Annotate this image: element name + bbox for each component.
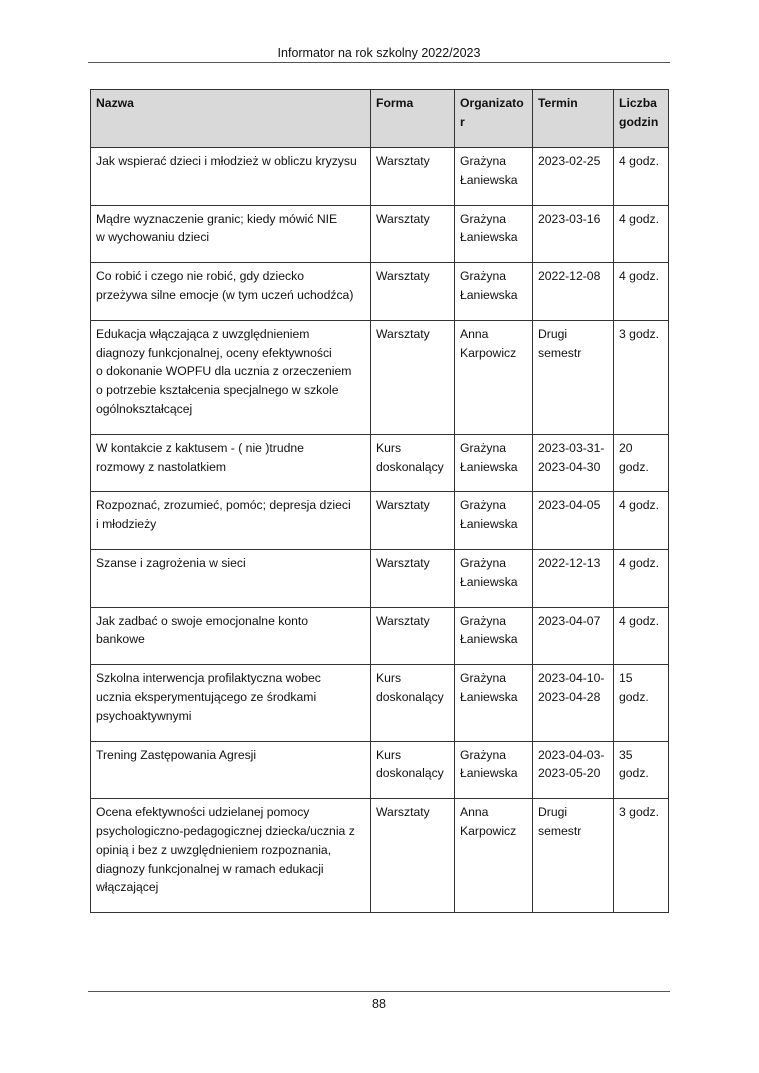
column-header-termin: Termin [533, 90, 614, 148]
cell-forma: Kurs doskonalący [371, 741, 455, 799]
table-row [91, 549, 669, 607]
cell-forma: Warsztaty [371, 799, 455, 913]
cell-organizator: Grażyna Łaniewska [455, 205, 533, 263]
page-footer [88, 991, 670, 1013]
column-header-liczba-godzin: Liczba godzin [614, 90, 669, 148]
page-header [88, 44, 670, 63]
cell-forma: Warsztaty [371, 148, 455, 206]
table-row [91, 205, 669, 263]
cell-termin: 2023-04-03- 2023-05-20 [533, 741, 614, 799]
cell-forma: Warsztaty [371, 607, 455, 665]
cell-termin: 2023-03-16 [533, 205, 614, 263]
cell-organizator: Grażyna Łaniewska [455, 741, 533, 799]
table-row [91, 148, 669, 206]
column-header-nazwa: Nazwa [91, 90, 371, 148]
cell-nazwa: Mądre wyznaczenie granic; kiedy mówić NIE w wychowaniu dzieci [91, 205, 371, 263]
cell-organizator: Grażyna Łaniewska [455, 492, 533, 550]
cell-liczba-godzin: 4 godz. [614, 549, 669, 607]
table-row [91, 607, 669, 665]
cell-termin: Drugi semestr [533, 799, 614, 913]
cell-forma: Warsztaty [371, 205, 455, 263]
column-header-organizator: Organizator [455, 90, 533, 148]
cell-liczba-godzin: 4 godz. [614, 607, 669, 665]
cell-organizator: Grażyna Łaniewska [455, 148, 533, 206]
cell-organizator: Grażyna Łaniewska [455, 665, 533, 741]
cell-nazwa: Edukacja włączająca z uwzględnieniem diagnozy funkcjonalnej, oceny efektywności o dokonanie WOPFU dla ucznia z orzeczeniem o potrzebie kształcenia specjalnego w szkole ogólnokształcącej [91, 320, 371, 434]
table-header-row [91, 90, 669, 148]
cell-organizator: Anna Karpowicz [455, 320, 533, 434]
cell-organizator: Anna Karpowicz [455, 799, 533, 913]
courses-table-container [90, 89, 668, 913]
cell-nazwa: Szanse i zagrożenia w sieci [91, 549, 371, 607]
cell-nazwa: Co robić i czego nie robić, gdy dziecko przeżywa silne emocje (w tym uczeń uchodźca) [91, 263, 371, 321]
cell-termin: 2023-04-05 [533, 492, 614, 550]
table-row [91, 741, 669, 799]
cell-forma: Warsztaty [371, 320, 455, 434]
document-title: Informator na rok szkolny 2022/2023 [277, 46, 481, 60]
cell-termin: 2023-03-31- 2023-04-30 [533, 434, 614, 492]
page-number: 88 [372, 997, 386, 1011]
cell-nazwa: Rozpoznać, zrozumieć, pomóc; depresja dzieci i młodzieży [91, 492, 371, 550]
cell-forma: Kurs doskonalący [371, 434, 455, 492]
cell-termin: Drugi semestr [533, 320, 614, 434]
cell-termin: 2022-12-08 [533, 263, 614, 321]
table-row [91, 492, 669, 550]
cell-organizator: Grażyna Łaniewska [455, 434, 533, 492]
cell-liczba-godzin: 4 godz. [614, 263, 669, 321]
cell-liczba-godzin: 4 godz. [614, 205, 669, 263]
cell-liczba-godzin: 3 godz. [614, 320, 669, 434]
cell-termin: 2023-04-10- 2023-04-28 [533, 665, 614, 741]
cell-organizator: Grażyna Łaniewska [455, 607, 533, 665]
cell-liczba-godzin: 15 godz. [614, 665, 669, 741]
cell-nazwa: Jak wspierać dzieci i młodzież w obliczu kryzysu [91, 148, 371, 206]
courses-table [90, 89, 669, 913]
cell-nazwa: Szkolna interwencja profilaktyczna wobec ucznia eksperymentującego ze środkami psychoaktywnymi [91, 665, 371, 741]
cell-termin: 2023-04-07 [533, 607, 614, 665]
cell-liczba-godzin: 4 godz. [614, 148, 669, 206]
cell-liczba-godzin: 35 godz. [614, 741, 669, 799]
cell-forma: Warsztaty [371, 549, 455, 607]
table-row [91, 799, 669, 913]
table-body [91, 148, 669, 913]
table-row [91, 320, 669, 434]
cell-termin: 2022-12-13 [533, 549, 614, 607]
table-row [91, 665, 669, 741]
cell-nazwa: W kontakcie z kaktusem - ( nie )trudne rozmowy z nastolatkiem [91, 434, 371, 492]
table-row [91, 263, 669, 321]
table-row [91, 434, 669, 492]
column-header-forma: Forma [371, 90, 455, 148]
cell-organizator: Grażyna Łaniewska [455, 549, 533, 607]
cell-forma: Warsztaty [371, 492, 455, 550]
cell-nazwa: Ocena efektywności udzielanej pomocy psychologiczno-pedagogicznej dziecka/ucznia z opinią i bez z uwzględnieniem rozpoznania, diagnozy funkcjonalnej w ramach edukacji włączającej [91, 799, 371, 913]
cell-forma: Warsztaty [371, 263, 455, 321]
cell-nazwa: Jak zadbać o swoje emocjonalne konto bankowe [91, 607, 371, 665]
cell-nazwa: Trening Zastępowania Agresji [91, 741, 371, 799]
cell-liczba-godzin: 3 godz. [614, 799, 669, 913]
cell-liczba-godzin: 4 godz. [614, 492, 669, 550]
cell-termin: 2023-02-25 [533, 148, 614, 206]
cell-organizator: Grażyna Łaniewska [455, 263, 533, 321]
cell-liczba-godzin: 20 godz. [614, 434, 669, 492]
cell-forma: Kurs doskonalący [371, 665, 455, 741]
